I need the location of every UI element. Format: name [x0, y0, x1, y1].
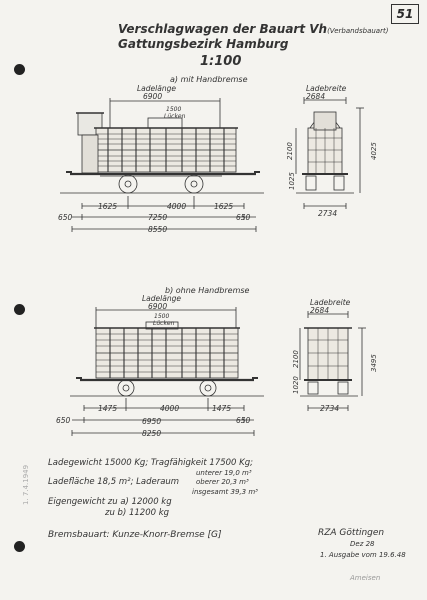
- spec-laderaum-unten: unterer 19,0 m³: [196, 469, 252, 477]
- section-b-height-total: 3495: [370, 354, 378, 372]
- section-b-buffer-left: 650: [56, 416, 71, 425]
- issuer-edition: 1. Ausgabe vom 19.6.48: [320, 551, 406, 559]
- section-b-ladebreite-label: Ladebreite: [310, 298, 351, 307]
- section-a-height-buffer: 1025: [288, 172, 296, 190]
- spec-ladegewicht: Ladegewicht 15000 Kg; Tragfähigkeit 17500 Kg;: [48, 458, 253, 468]
- section-b-buffer-right: 650: [236, 416, 251, 425]
- section-a-height-inner: 2100: [286, 142, 294, 160]
- section-b-luecken-label: Lücken: [153, 320, 175, 327]
- title-note: (Verbandsbauart): [327, 27, 389, 35]
- section-a-ladelaenge: 6900: [143, 92, 163, 101]
- section-a-ladelaenge-label: Ladelänge: [137, 84, 176, 93]
- section-a-end-view: [296, 97, 364, 209]
- section-a-ladebreite-label: Ladebreite: [306, 84, 347, 93]
- section-b-length-total: 8250: [142, 429, 162, 438]
- stamp: Ameisen: [350, 574, 381, 582]
- section-b-width-total: 2734: [320, 404, 340, 413]
- section-a-luecken-label: Lücken: [164, 113, 186, 120]
- spec-eigengewicht-b: zu b) 11200 kg: [105, 508, 170, 518]
- section-a-overhang-left: 1625: [98, 202, 118, 211]
- section-a-side-view: [60, 98, 264, 232]
- section-a-height-total: 4025: [370, 142, 378, 160]
- issuer-office: RZA Göttingen: [318, 528, 385, 538]
- section-a-wheelbase: 4000: [167, 202, 187, 211]
- section-b-length-frame: 6950: [142, 417, 162, 426]
- page-number: 51: [391, 4, 419, 24]
- section-b-ladelaenge: 6900: [148, 302, 168, 311]
- section-b-side-view: [70, 307, 264, 436]
- side-print: 1. 7.4.1949: [22, 464, 30, 505]
- section-a-luecken-width: 1500: [166, 106, 182, 113]
- section-b-overhang-right: 1475: [212, 404, 232, 413]
- scale-label: 1:100: [200, 54, 242, 69]
- spec-ladeflaeche: Ladefläche 18,5 m²; Laderaum: [48, 477, 180, 487]
- section-a-ladebreite: 2684: [306, 92, 326, 101]
- spec-bremsbauart: Bremsbauart: Kunze-Knorr-Bremse [G]: [48, 530, 222, 540]
- section-b-height-buffer: 1020: [292, 376, 300, 394]
- section-b-end-view: [300, 311, 366, 411]
- spec-laderaum-gesamt: insgesamt 39,3 m³: [192, 488, 258, 496]
- section-b-ladelaenge-label: Ladelänge: [142, 294, 181, 303]
- title-line2: Gattungsbezirk Hamburg: [118, 37, 289, 51]
- spec-laderaum-oben: oberer 20,3 m³: [196, 478, 249, 486]
- section-a-label: a) mit Handbremse: [170, 75, 248, 84]
- section-b-label: b) ohne Handbremse: [165, 286, 250, 295]
- section-b-height-inner: 2100: [292, 350, 300, 368]
- section-a-buffer-left: 650: [58, 213, 73, 222]
- title-main: Verschlagwagen der Bauart Vh: [118, 22, 328, 36]
- spec-eigengewicht-a: Eigengewicht zu a) 12000 kg: [48, 497, 172, 507]
- section-a-length-frame: 7250: [148, 213, 168, 222]
- section-b-overhang-left: 1475: [98, 404, 118, 413]
- section-b-wheelbase: 4000: [160, 404, 180, 413]
- issuer-date: Dez 28: [350, 540, 375, 548]
- section-a-width-total: 2734: [318, 209, 338, 218]
- section-b-luecken-width: 1500: [154, 313, 170, 320]
- section-b-ladebreite: 2684: [310, 306, 330, 315]
- section-a-buffer-right: 650: [236, 213, 251, 222]
- section-a-length-total: 8550: [148, 225, 168, 234]
- section-a-overhang-right: 1625: [214, 202, 234, 211]
